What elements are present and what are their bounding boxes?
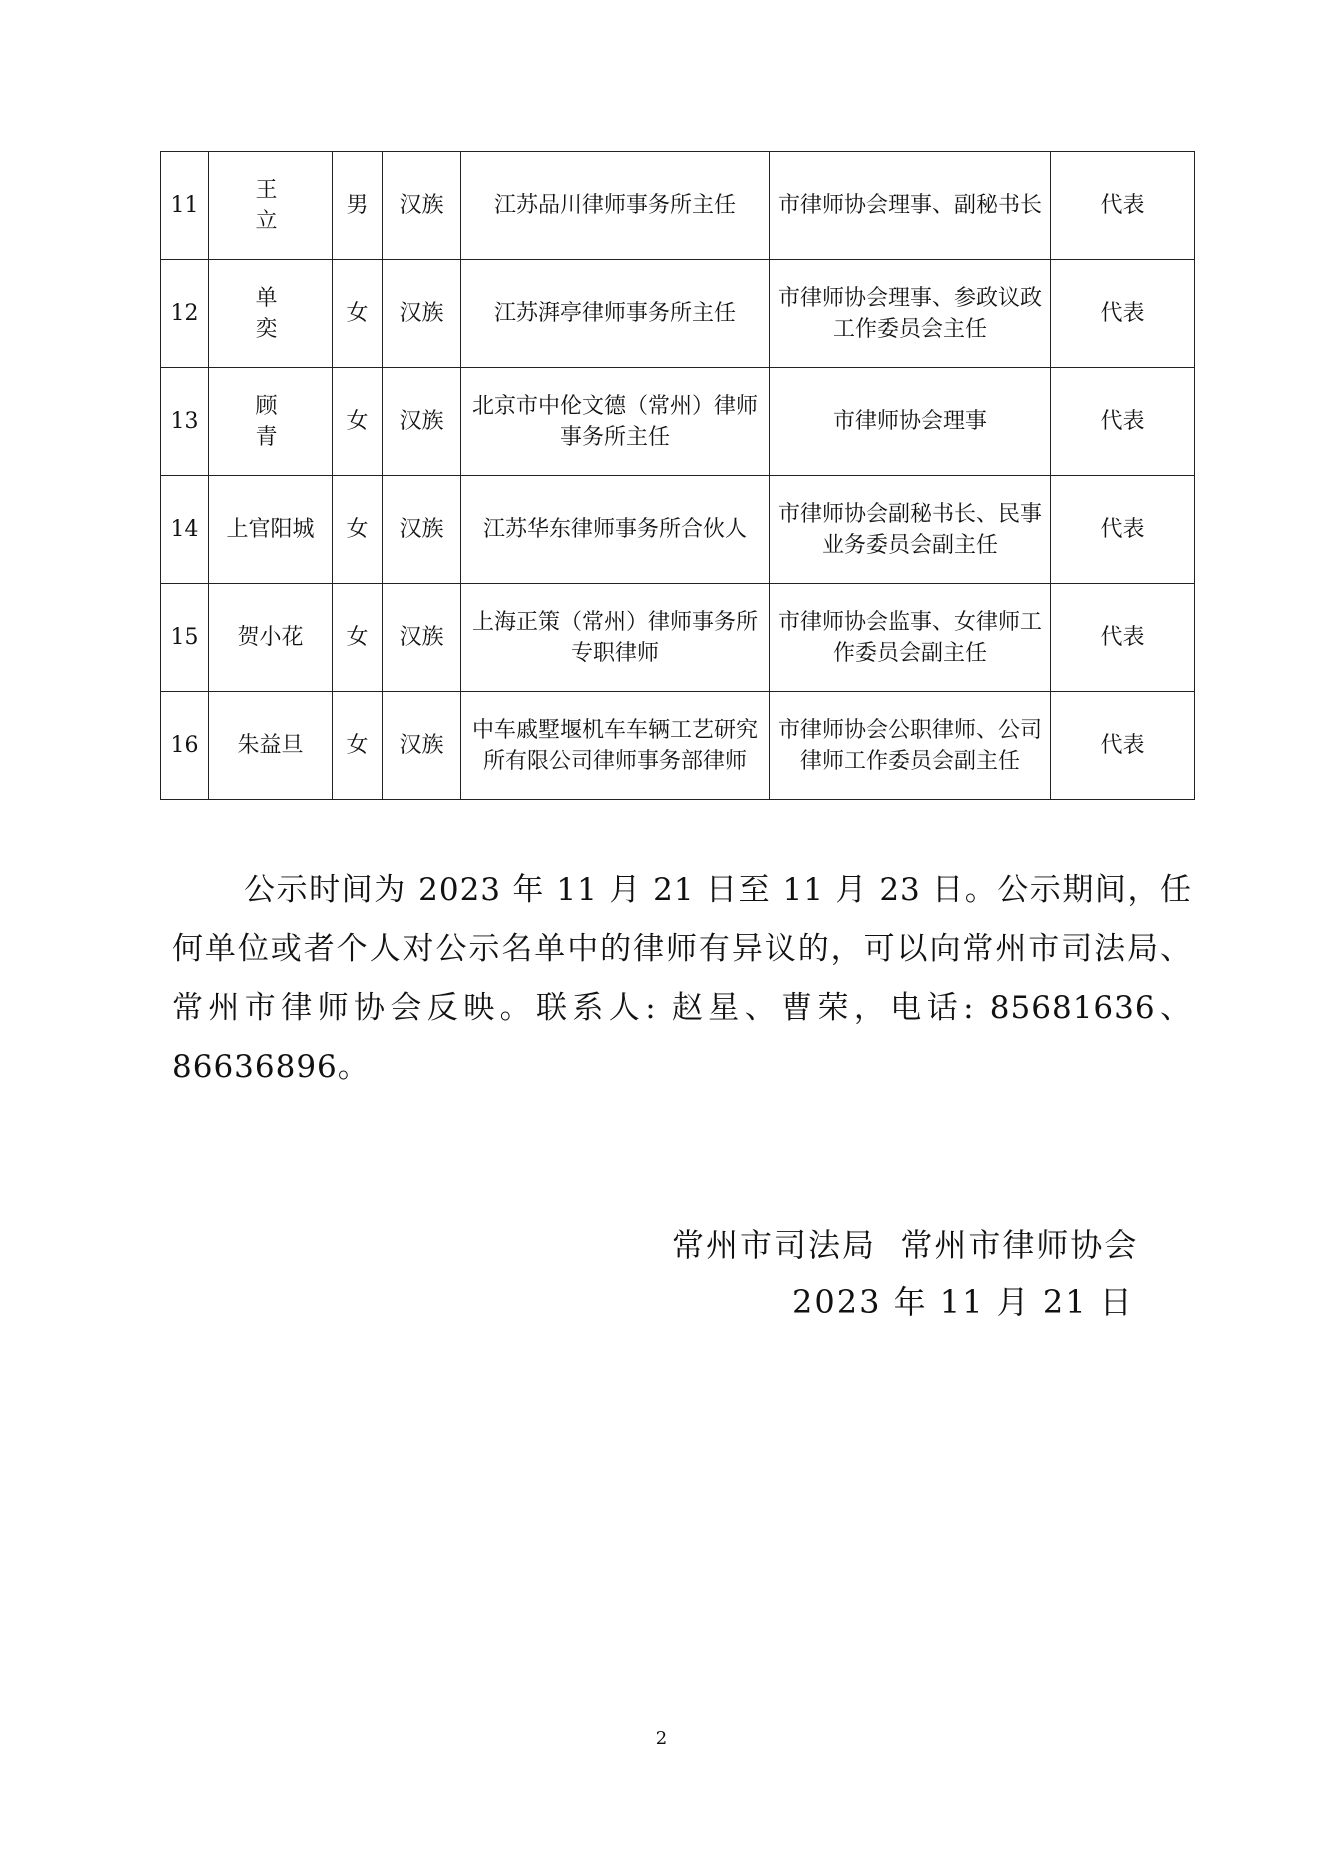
table-row <box>161 476 1195 584</box>
gender: 男 <box>333 152 383 260</box>
row-number: 13 <box>161 368 209 476</box>
association-position: 市律师协会副秘书长、民事业务委员会副主任 <box>770 476 1051 584</box>
association-position: 市律师协会监事、女律师工作委员会副主任 <box>770 584 1051 692</box>
row-number: 12 <box>161 260 209 368</box>
association-position: 市律师协会理事 <box>770 368 1051 476</box>
table-row <box>161 692 1195 800</box>
row-number: 14 <box>161 476 209 584</box>
notice-paragraph: 公示时间为 2023 年 11 月 21 日至 11 月 23 日。公示期间，任何单位或者个人对公示名单中的律师有异议的，可以向常州市司法局、常州市律师协会反映。联系人: 赵星、曹荣，电话: 85681636、86636896。 <box>172 872 1192 1085</box>
lawyer-name: 朱益旦 <box>209 692 333 800</box>
lawyer-name: 顾 青 <box>209 368 333 476</box>
ethnicity: 汉族 <box>383 368 461 476</box>
workplace: 中车戚墅堰机车车辆工艺研究所有限公司律师事务部律师 <box>461 692 770 800</box>
ethnicity: 汉族 <box>383 584 461 692</box>
lawyer-name: 王 立 <box>209 152 333 260</box>
workplace: 江苏湃亭律师事务所主任 <box>461 260 770 368</box>
lawyer-roster-table <box>160 151 1195 800</box>
workplace: 北京市中伦文德（常州）律师事务所主任 <box>461 368 770 476</box>
lawyer-name: 贺小花 <box>209 584 333 692</box>
gender: 女 <box>333 368 383 476</box>
table-row <box>161 584 1195 692</box>
ethnicity: 汉族 <box>383 152 461 260</box>
association-position: 市律师协会公职律师、公司律师工作委员会副主任 <box>770 692 1051 800</box>
table-row <box>161 152 1195 260</box>
signature-organizations: 常州市司法局 常州市律师协会 <box>672 1226 1139 1264</box>
workplace: 上海正策（常州）律师事务所专职律师 <box>461 584 770 692</box>
ethnicity: 汉族 <box>383 476 461 584</box>
page-number: 2 <box>655 1728 668 1749</box>
gender: 女 <box>333 692 383 800</box>
role: 代表 <box>1051 476 1195 584</box>
gender: 女 <box>333 584 383 692</box>
gender: 女 <box>333 476 383 584</box>
signature-date: 2023 年 11 月 21 日 <box>792 1283 1134 1321</box>
role: 代表 <box>1051 368 1195 476</box>
role: 代表 <box>1051 152 1195 260</box>
lawyer-name: 上官阳城 <box>209 476 333 584</box>
table-row <box>161 260 1195 368</box>
lawyer-name: 单 奕 <box>209 260 333 368</box>
association-position: 市律师协会理事、参政议政工作委员会主任 <box>770 260 1051 368</box>
ethnicity: 汉族 <box>383 692 461 800</box>
row-number: 11 <box>161 152 209 260</box>
workplace: 江苏品川律师事务所主任 <box>461 152 770 260</box>
ethnicity: 汉族 <box>383 260 461 368</box>
role: 代表 <box>1051 584 1195 692</box>
row-number: 16 <box>161 692 209 800</box>
association-position: 市律师协会理事、副秘书长 <box>770 152 1051 260</box>
row-number: 15 <box>161 584 209 692</box>
gender: 女 <box>333 260 383 368</box>
table-row <box>161 368 1195 476</box>
role: 代表 <box>1051 260 1195 368</box>
role: 代表 <box>1051 692 1195 800</box>
workplace: 江苏华东律师事务所合伙人 <box>461 476 770 584</box>
